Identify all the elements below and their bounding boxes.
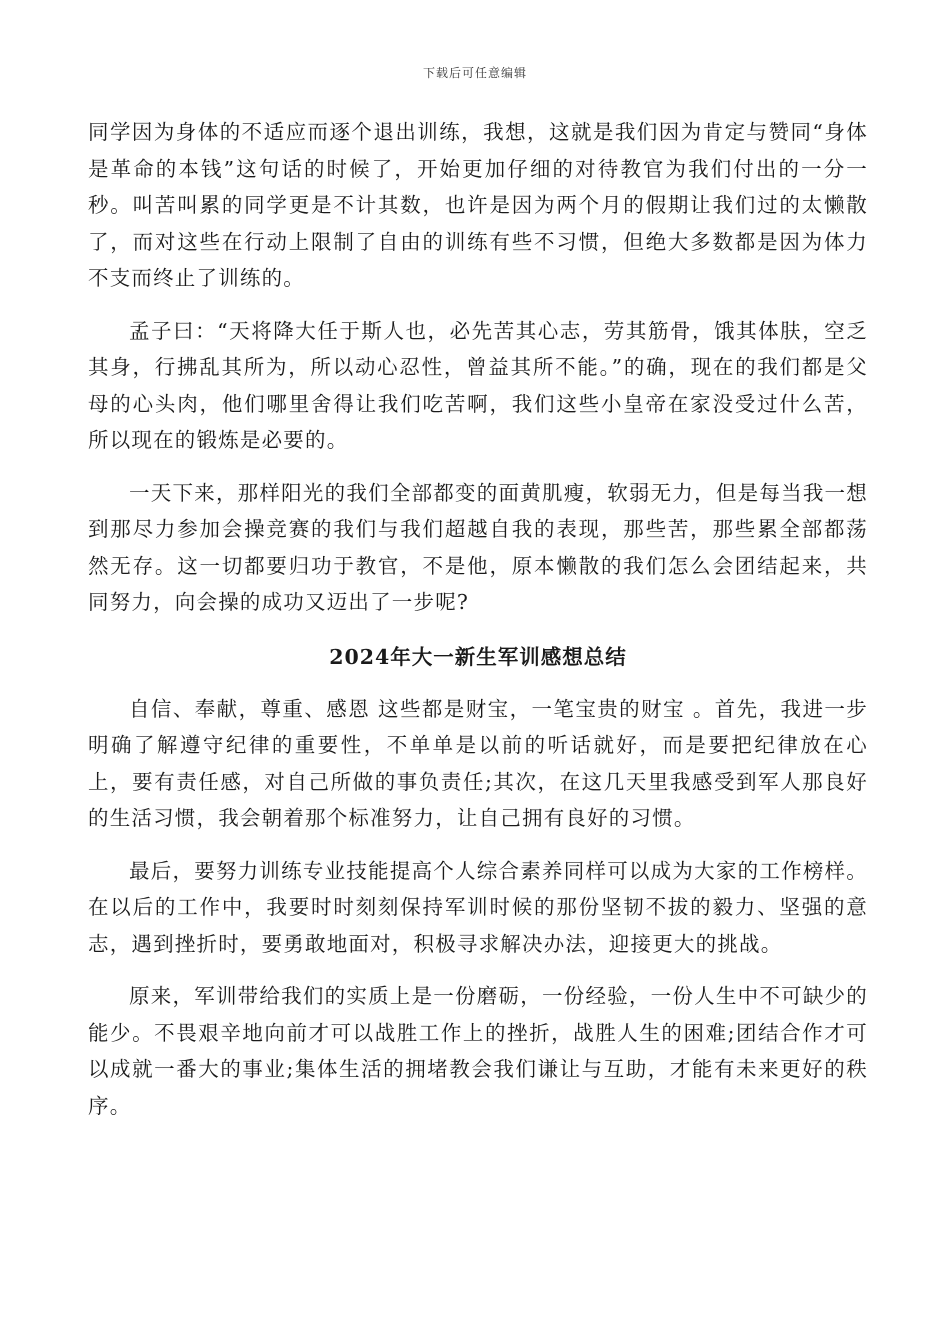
paragraph-continued: 同学因为身体的不适应而逐个退出训练，我想，这就是我们因为肯定与赞同“身体是革命的本钱”这句话的时候了，开始更加仔细的对待教官为我们付出的一分一秒。叫苦叫累的同学更是不计其数，也许是因为两个月的假期让我们过的太懒散了，而对这些在行动上限制了自由的训练有些不习惯，但绝大多数都是因为体力不支而终止了训练的。 xyxy=(88,120,868,290)
document-body xyxy=(88,114,868,1140)
section-title: 2024年大一新生军训感想总结 xyxy=(329,644,627,669)
paragraph-day-end: 一天下来，那样阳光的我们全部都变的面黄肌瘦，软弱无力，但是每当我一想到那尽力参加会操竞赛的我们与我们超越自我的表现，那些苦，那些累全部都荡然无存。这一切都要归功于教官，不是他，原本懒散的我们怎么会团结起来，共同努力，向会操的成功又迈出了一步呢? xyxy=(88,480,868,614)
paragraph-conclusion: 原来，军训带给我们的实质上是一份磨砺，一份经验，一份人生中不可缺少的能少。不畏艰辛地向前才可以战胜工作上的挫折，战胜人生的困难;团结合作才可以成就一番大的事业;集体生活的拥堵教会我们谦让与互助，才能有未来更好的秩序。 xyxy=(88,984,868,1118)
paragraph-mencius: 孟子曰：“天将降大任于斯人也，必先苦其心志，劳其筋骨，饿其体肤，空乏其身，行拂乱其所为，所以动心忍性，曾益其所不能。”的确，现在的我们都是父母的心头肉，他们哪里舍得让我们吃苦啊，我们这些小皇帝在家没受过什么苦，所以现在的锻炼是必要的。 xyxy=(88,318,868,452)
download-note: 下载后可任意编辑 xyxy=(422,66,527,80)
paragraph-confidence: 自信、奉献，尊重、感恩 这些都是财宝，一笔宝贵的财宝 。首先，我进一步明确了解遵守纪律的重要性，不单单是以前的听话就好，而是要把纪律放在心上，要有责任感，对自己所做的事负责任;其次，在这几天里我感受到军人那良好的生活习惯，我会朝着那个标准努力，让自己拥有良好的习惯。 xyxy=(88,696,868,830)
paragraph-finally: 最后，要努力训练专业技能提高个人综合素养同样可以成为大家的工作榜样。在以后的工作中，我要时时刻刻保持军训时候的那份坚韧不拔的毅力、坚强的意志，遇到挫折时，要勇敢地面对，积极寻求解决办法，迎接更大的挑战。 xyxy=(88,858,868,956)
